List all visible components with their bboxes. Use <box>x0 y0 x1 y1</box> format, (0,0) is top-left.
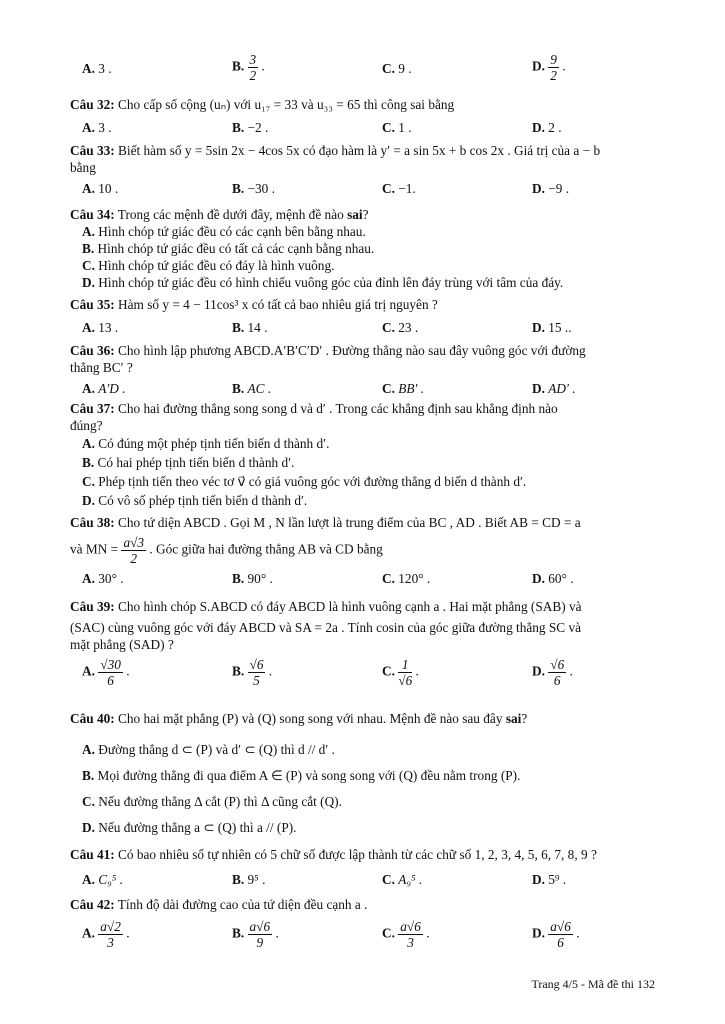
option-b: B. 90° . <box>232 571 273 586</box>
question-40: Câu 40: Cho hai mặt phẳng (P) và (Q) song song với nhau. Mệnh đề nào sau đây sai? A. Đường thẳng d ⊂ (P) và d′ ⊂ (Q) thì d // d′ . B. Mọi đường thẳng đi qua điểm A ∈ (P) và song song với (Q) đều nằm trong (P). C. Nếu đường thẳng Δ cắt (P) thì Δ cũng cắt (Q). D. Nếu đường thẳng a ⊂ (Q) thì a // (P). <box>70 710 660 841</box>
option-d: D. 60° . <box>532 571 574 586</box>
option-d: D. Có vô số phép tịnh tiến biến d thành d′. <box>82 493 308 508</box>
option-a: A. 30° . <box>82 571 124 586</box>
option-a: A. $\frac{a√2}{3}$ . <box>82 919 130 950</box>
option-b: B. AC . <box>232 381 272 396</box>
option-d: D. 2 . <box>532 120 562 135</box>
option-d: D. Nếu đường thẳng a ⊂ (Q) thì a // (P). <box>82 820 297 835</box>
option-c: C. Nếu đường thẳng Δ cắt (P) thì Δ cũng cắt (Q). <box>82 794 342 809</box>
question-38: Câu 38: Cho tứ diện ABCD . Gọi M , N lần lượt là trung điểm của BC , AD . Biết AB = CD = a và MN = $\frac{a√3}{2}$ . Góc giữa hai đường thẳng AB và CD bằng A. 30° . B. 90° . C. 120° . D. 60° . <box>70 515 581 586</box>
option-d: D. $\frac{a√6}{6}$ . <box>532 919 580 950</box>
option-d: D. $\frac{9}{2}$ . <box>532 52 566 83</box>
option-c: C. $\frac{a√6}{3}$ . <box>382 919 430 950</box>
option-d: D. −9 . <box>532 181 570 196</box>
option-d: D. $\frac{√6}{6}$ . <box>532 657 573 688</box>
option-d: D. Hình chóp tứ giác đều có hình chiếu vuông góc của đỉnh lên đáy trùng với tâm của đáy. <box>82 275 564 290</box>
option-c: C. −1. <box>382 181 416 196</box>
option-a: A. C₉⁵ . <box>82 872 124 887</box>
option-b: B. Hình chóp tứ giác đều có tất cả các cạnh bằng nhau. <box>82 241 375 256</box>
option-a: A. $\frac{√30}{6}$ . <box>82 657 130 688</box>
option-c: C. 23 . <box>382 320 419 335</box>
option-c: C. $\frac{1}{√6}$ . <box>382 657 419 688</box>
option-a: A. Có đúng một phép tịnh tiến biến d thành d′. <box>82 436 330 451</box>
option-b: B. 14 . <box>232 320 268 335</box>
question-37: Câu 37: Cho hai đường thẳng song song d và d′ . Trong các khẳng định sau khẳng định nào đúng? A. Có đúng một phép tịnh tiến biến d thành d′. B. Có hai phép tịnh tiến biến d thành d′. C. Phép tịnh tiến theo véc tơ v⃗ có giá vuông góc với đường thẳng d biến d thành d′. D. Có vô số phép tịnh tiến biến d thành d′. <box>70 400 660 510</box>
option-c: C. Phép tịnh tiến theo véc tơ v⃗ có giá vuông góc với đường thẳng d biến d thành d′. <box>82 474 527 489</box>
page-footer: Trang 4/5 - Mã đề thi 132 <box>531 977 655 991</box>
option-a: A. Đường thẳng d ⊂ (P) và d′ ⊂ (Q) thì d // d′ . <box>82 742 335 757</box>
option-b: B. −2 . <box>232 120 269 135</box>
question-31-options <box>70 52 660 92</box>
option-c: C. 9 . <box>382 61 412 76</box>
option-a: A. Hình chóp tứ giác đều có các cạnh bên bằng nhau. <box>82 224 366 239</box>
option-d: D. AD′ . <box>532 381 576 396</box>
option-c: C. BB′ . <box>382 381 425 396</box>
option-a: A. 3 . <box>82 120 112 135</box>
option-b: B. $\frac{3}{2}$ . <box>232 52 265 83</box>
option-b: B. $\frac{√6}{5}$ . <box>232 657 273 688</box>
option-d: D. 15 .. <box>532 320 572 335</box>
question-35: Câu 35: Hàm số y = 4 − 11cos³ x có tất cả bao nhiêu giá trị nguyên ? A. 13 . B. 14 . C. 23 . D. 15 .. <box>70 297 572 335</box>
option-c: C. Hình chóp tứ giác đều có đáy là hình vuông. <box>82 258 335 273</box>
question-42: Câu 42: Tính độ dài đường cao của tứ diện đều cạnh a . A. $\frac{a√2}{3}$ . B. $\frac{a√6}{9}$ . C. $\frac{a√6}{3}$ . D. $\frac{a√6}{6}$ . <box>70 897 580 950</box>
option-c: C. 120° . <box>382 571 431 586</box>
option-a: A. 3 . <box>82 61 112 76</box>
option-a: A. 10 . <box>82 181 119 196</box>
option-b: B. $\frac{a√6}{9}$ . <box>232 919 279 950</box>
question-39: Câu 39: Cho hình chóp S.ABCD có đáy ABCD là hình vuông cạnh a . Hai mặt phẳng (SAB) và (SAC) cùng vuông góc với đáy ABCD và SA = 2a . Tính cosin của góc giữa đường thẳng SC và mặt phẳng (SAD) ? A. $\frac{√30}{6}$ . B. $\frac{√6}{5}$ . C. $\frac{1}{√6}$ . D. $\frac{√6}{6}$ . <box>70 599 582 688</box>
option-b: B. 9⁵ . <box>232 872 266 887</box>
option-b: B. Mọi đường thẳng đi qua điểm A ∈ (P) và song song với (Q) đều nằm trong (P). <box>82 768 521 783</box>
option-c: C. 1 . <box>382 120 412 135</box>
option-d: D. 5⁹ . <box>532 872 567 887</box>
option-c: C. A₉⁵ . <box>382 872 423 887</box>
option-b: B. −30 . <box>232 181 275 196</box>
option-a: A. 13 . <box>82 320 119 335</box>
question-36: Câu 36: Cho hình lập phương ABCD.A′B′C′D′ . Đường thẳng nào sau đây vuông góc với đường thẳng BC′ ? A. A′D . B. AC . C. BB′ . D. AD′ . <box>70 343 586 396</box>
option-b: B. Có hai phép tịnh tiến biến d thành d′. <box>82 455 295 470</box>
question-34: Câu 34: Trong các mệnh đề dưới đây, mệnh đề nào sai? A. Hình chóp tứ giác đều có các cạnh bên bằng nhau. B. Hình chóp tứ giác đều có tất cả các cạnh bằng nhau. C. Hình chóp tứ giác đều có đáy là hình vuông. D. Hình chóp tứ giác đều có hình chiếu vuông góc của đỉnh lên đáy trùng với tâm của đáy. <box>70 206 660 291</box>
option-a: A. A′D . <box>82 381 126 396</box>
question-32: Câu 32: Cho cấp số cộng (uₙ) với u₁₇ = 33 và u₃₃ = 65 thì công sai bằng A. 3 . B. −2 . C. 1 . D. 2 . <box>70 97 562 135</box>
question-33: Câu 33: Biết hàm số y = 5sin 2x − 4cos 5x có đạo hàm là y′ = a sin 5x + b cos 2x . Giá trị của a − b bằng A. 10 . B. −30 . C. −1. D. −9 . <box>70 143 601 196</box>
question-41: Câu 41: Có bao nhiêu số tự nhiên có 5 chữ số được lập thành từ các chữ số 1, 2, 3, 4, 5, 6, 7, 8, 9 ? A. C₉⁵ . B. 9⁵ . C. A₉⁵ . D. 5⁹ . <box>70 847 597 887</box>
